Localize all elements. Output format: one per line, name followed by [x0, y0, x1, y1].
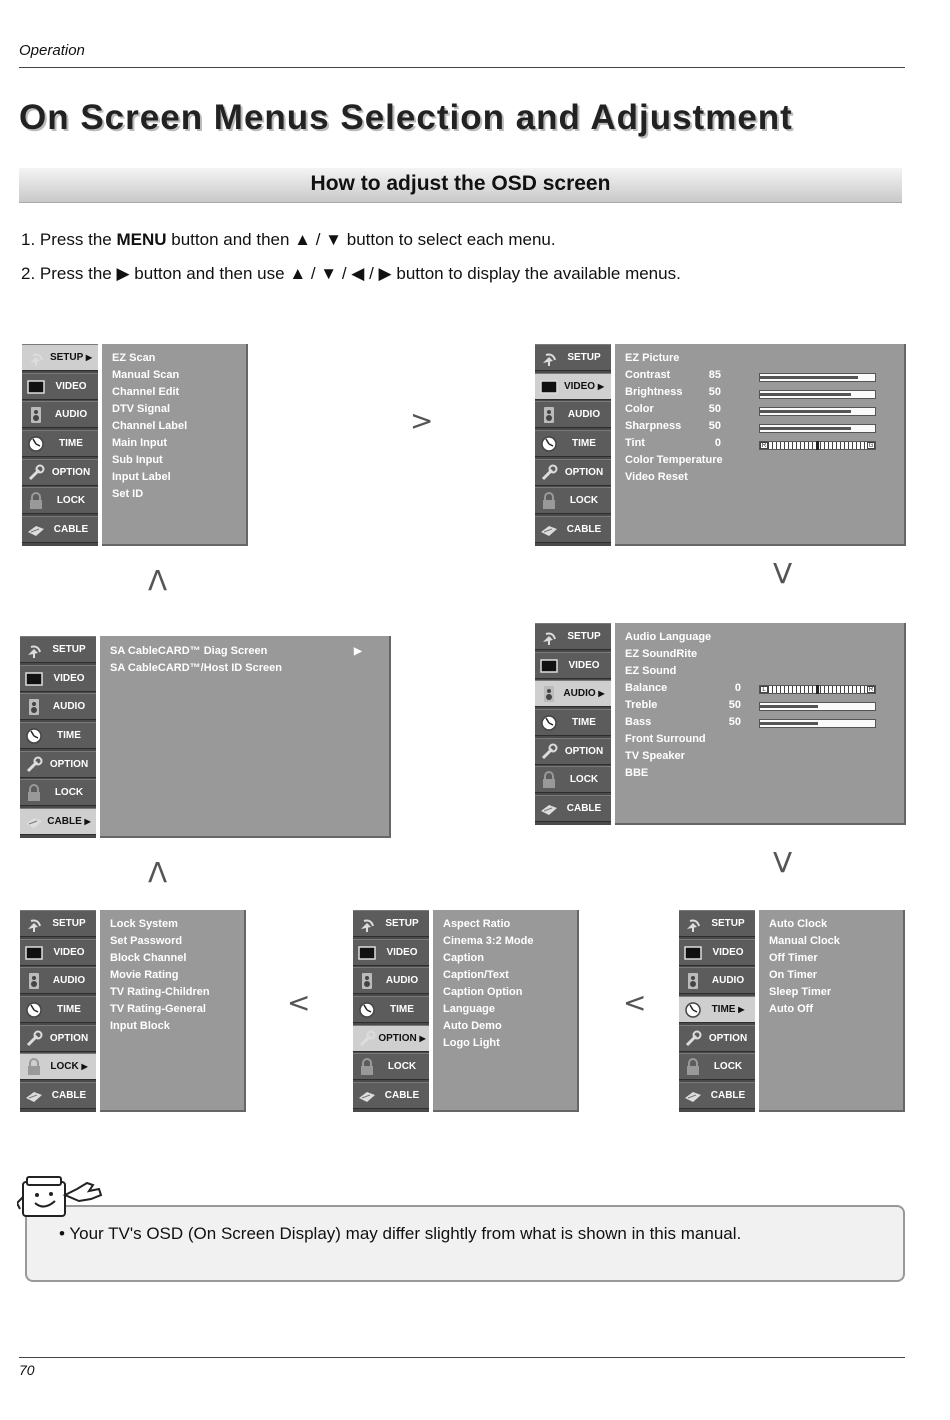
contrast-slider[interactable]	[759, 373, 876, 382]
balance-center-marker	[816, 685, 819, 694]
sidebar-item-audio[interactable]	[20, 967, 96, 994]
sidebar-item-label: SETUP	[567, 631, 601, 642]
page-title: On Screen Menus Selection and Adjustment	[19, 98, 793, 137]
flow-arrow-left-icon: <	[623, 986, 647, 1019]
osd-sidebar	[22, 344, 98, 546]
osd-audio-panel	[615, 623, 906, 825]
selected-arrow-icon: ▶	[84, 817, 91, 827]
sidebar-item-label: VIDEO	[53, 946, 85, 958]
menu-item[interactable]: Lock System	[110, 918, 178, 930]
sidebar-item-time[interactable]	[353, 996, 429, 1023]
sidebar-item-label: SETUP	[567, 352, 601, 363]
menu-item[interactable]: Caption	[443, 952, 484, 964]
osd-time-panel	[759, 910, 905, 1112]
selected-arrow-icon: ▶	[738, 1005, 745, 1015]
sidebar-item-audio[interactable]	[20, 693, 96, 720]
treble-slider[interactable]	[759, 702, 876, 711]
tv-screen-icon	[27, 378, 45, 396]
osd-audio-screen	[535, 623, 906, 825]
sidebar-item-option[interactable]	[20, 1025, 96, 1052]
menu-item[interactable]: Front Surround	[625, 733, 706, 745]
sidebar-item-label: TIME	[59, 438, 83, 450]
osd-setup-screen	[22, 344, 248, 546]
sidebar-item-label: OPTION	[564, 466, 604, 478]
menu-item[interactable]: Sharpness	[625, 420, 682, 432]
sidebar-item-label: LOCK ▶	[50, 1061, 88, 1073]
menu-item[interactable]: Balance	[625, 682, 668, 694]
menu-item[interactable]: Bass	[625, 716, 652, 728]
menu-item[interactable]: DTV Signal	[112, 403, 171, 415]
sidebar-item-label: LOCK	[54, 787, 84, 799]
bass-slider[interactable]	[759, 719, 876, 728]
selected-arrow-icon: ▶	[81, 1062, 88, 1072]
sidebar-item-lock[interactable]	[20, 779, 96, 806]
sidebar-item-label: TIME	[57, 730, 81, 742]
sidebar-item-video[interactable]	[20, 665, 96, 692]
osd-sidebar	[679, 910, 755, 1112]
satellite-dish-icon	[27, 349, 45, 367]
menu-item[interactable]: Channel Label	[112, 420, 188, 432]
menu-item[interactable]: Aspect Ratio	[443, 918, 511, 930]
sidebar-item-video[interactable]	[535, 652, 611, 679]
tv-screen-icon	[358, 944, 376, 962]
padlock-icon	[25, 784, 43, 802]
osd-sidebar	[20, 910, 96, 1112]
sidebar-item-label: OPTION ▶	[378, 1032, 426, 1044]
step-1: 1. Press the MENU button and then ▲ / ▼ button to select each menu.	[21, 230, 556, 249]
menu-item[interactable]: Color Temperature	[625, 454, 723, 466]
flow-arrow-right-icon: >	[410, 404, 434, 437]
sidebar-item-label: CABLE	[710, 1090, 746, 1102]
speaker-icon	[540, 685, 558, 703]
sidebar-item-setup[interactable]	[353, 910, 429, 937]
menu-item[interactable]: Language	[443, 1003, 495, 1015]
sidebar-item-option[interactable]	[20, 751, 96, 778]
satellite-dish-icon	[540, 628, 558, 646]
menu-item[interactable]: Main Input	[112, 437, 167, 449]
sidebar-item-label: VIDEO	[712, 946, 744, 958]
brightness-slider[interactable]	[759, 390, 876, 399]
menu-item[interactable]: EZ Picture	[625, 352, 680, 364]
osd-sidebar	[535, 623, 611, 825]
tint-slider[interactable]	[759, 441, 876, 450]
sidebar-item-label: TIME	[57, 1004, 81, 1016]
wrench-icon	[27, 464, 45, 482]
sidebar-item-cable[interactable]	[679, 1082, 755, 1109]
sidebar-item-cable[interactable]	[353, 1082, 429, 1109]
satellite-dish-icon	[684, 915, 702, 933]
satellite-dish-icon	[358, 915, 376, 933]
menu-item[interactable]: Block Channel	[110, 952, 187, 964]
clock-icon	[358, 1001, 376, 1019]
tint-value: 0	[714, 437, 721, 449]
subheading-bar: How to adjust the OSD screen	[19, 168, 902, 203]
note-box	[25, 1205, 905, 1282]
sidebar-item-option[interactable]	[679, 1025, 755, 1052]
menu-item[interactable]: Movie Rating	[110, 969, 179, 981]
menu-item[interactable]: Manual Scan	[112, 369, 180, 381]
clock-icon	[540, 435, 558, 453]
step-2: 2. Press the ▶ button and then use ▲ / ▼ / ◀ / ▶ button to display the available menus.	[21, 264, 681, 283]
osd-time-screen	[679, 910, 905, 1112]
cable-card-icon	[540, 521, 558, 539]
sidebar-item-time[interactable]	[22, 430, 98, 457]
sidebar-item-audio[interactable]	[535, 680, 611, 707]
sidebar-item-label: LOCK	[713, 1061, 743, 1073]
menu-item[interactable]: Off Timer	[769, 952, 818, 964]
sidebar-item-audio[interactable]	[535, 401, 611, 428]
sidebar-item-label: LOCK	[56, 495, 86, 507]
speaker-icon	[684, 972, 702, 990]
selected-arrow-icon: ▶	[598, 689, 605, 699]
cable-card-icon	[25, 813, 43, 831]
menu-item[interactable]: Cinema 3:2 Mode	[443, 935, 534, 947]
wrench-icon	[25, 756, 43, 774]
osd-cable-panel	[100, 636, 391, 838]
sharpness-slider[interactable]	[759, 424, 876, 433]
menu-item[interactable]: Set Password	[110, 935, 183, 947]
bass-value: 50	[728, 716, 741, 728]
sidebar-item-video[interactable]	[20, 939, 96, 966]
sidebar-item-label: CABLE	[384, 1090, 420, 1102]
sidebar-item-video[interactable]	[535, 373, 611, 400]
padlock-icon	[684, 1058, 702, 1076]
flow-arrow-left-icon: <	[287, 986, 311, 1019]
sidebar-item-lock[interactable]	[535, 487, 611, 514]
padlock-icon	[540, 492, 558, 510]
sidebar-item-label: LOCK	[569, 774, 599, 786]
sidebar-item-video[interactable]	[22, 373, 98, 400]
tint-right-end: G	[868, 443, 874, 449]
up-down-arrows-icon: ▲ / ▼	[294, 230, 342, 249]
sidebar-item-label: AUDIO ▶	[563, 688, 605, 700]
sidebar-item-video[interactable]	[679, 939, 755, 966]
treble-value: 50	[728, 699, 741, 711]
menu-item[interactable]: Video Reset	[625, 471, 688, 483]
sidebar-item-label: LOCK	[387, 1061, 417, 1073]
sidebar-item-lock[interactable]	[20, 1053, 96, 1080]
wrench-icon	[684, 1030, 702, 1048]
speaker-icon	[358, 972, 376, 990]
sidebar-item-time[interactable]	[535, 709, 611, 736]
sidebar-item-label: TIME	[572, 717, 596, 729]
menu-item[interactable]: Caption/Text	[443, 969, 509, 981]
right-arrow-icon: ▶	[116, 264, 130, 283]
menu-item[interactable]: Color	[625, 403, 654, 415]
clock-icon	[25, 1001, 43, 1019]
balance-value: 0	[734, 682, 741, 694]
flow-arrow-down-icon: V	[773, 557, 793, 590]
menu-key-label: MENU	[116, 230, 167, 249]
menu-item[interactable]: Logo Light	[443, 1037, 500, 1049]
flow-arrow-down-icon: V	[773, 846, 793, 879]
sidebar-item-label: LOCK	[569, 495, 599, 507]
cable-card-icon	[684, 1087, 702, 1105]
osd-lock-screen	[20, 910, 246, 1112]
menu-item[interactable]: Input Label	[112, 471, 171, 483]
osd-sidebar	[535, 344, 611, 546]
sidebar-item-label: CABLE ▶	[47, 816, 91, 828]
menu-item[interactable]: Brightness	[625, 386, 683, 398]
menu-item[interactable]: Audio Language	[625, 631, 712, 643]
sidebar-item-lock[interactable]	[679, 1053, 755, 1080]
satellite-dish-icon	[25, 641, 43, 659]
brightness-value: 50	[708, 386, 721, 398]
sidebar-item-cable[interactable]	[535, 795, 611, 822]
sidebar-item-label: SETUP	[385, 918, 419, 929]
osd-video-panel	[615, 344, 906, 546]
satellite-dish-icon	[25, 915, 43, 933]
sidebar-item-label: TIME ▶	[711, 1004, 745, 1016]
menu-item[interactable]: SA CableCARD™ Diag Screen	[110, 645, 268, 657]
menu-item[interactable]: Channel Edit	[112, 386, 180, 398]
menu-item[interactable]: Treble	[625, 699, 658, 711]
section-label: Operation	[19, 42, 85, 59]
tv-screen-icon	[540, 378, 558, 396]
sidebar-item-label: CABLE	[53, 524, 89, 536]
sidebar-item-label: VIDEO	[568, 659, 600, 671]
sidebar-item-label: SETUP ▶	[49, 352, 93, 363]
flow-arrow-up-icon: Λ	[148, 856, 168, 889]
cable-card-icon	[358, 1087, 376, 1105]
menu-item[interactable]: Manual Clock	[769, 935, 840, 947]
menu-item[interactable]: TV Rating-Children	[110, 986, 210, 998]
wrench-icon	[540, 464, 558, 482]
tv-screen-icon	[25, 670, 43, 688]
sidebar-item-label: AUDIO	[52, 975, 86, 987]
four-arrows-icon: ▲ / ▼ / ◀ / ▶	[289, 264, 392, 283]
sidebar-item-lock[interactable]	[22, 487, 98, 514]
sidebar-item-label: OPTION	[708, 1032, 748, 1044]
padlock-icon	[27, 492, 45, 510]
padlock-icon	[540, 771, 558, 789]
header-rule	[19, 67, 905, 68]
sidebar-item-cable[interactable]	[535, 516, 611, 543]
cable-card-icon	[27, 521, 45, 539]
menu-item[interactable]: Contrast	[625, 369, 671, 381]
sidebar-item-lock[interactable]	[353, 1053, 429, 1080]
flow-arrow-up-icon: Λ	[148, 564, 168, 597]
sidebar-item-label: SETUP	[52, 644, 86, 655]
sidebar-item-setup[interactable]	[535, 623, 611, 650]
osd-option-panel	[433, 910, 579, 1112]
selected-arrow-icon: ▶	[419, 1033, 426, 1043]
sidebar-item-label: TIME	[390, 1004, 414, 1016]
clock-icon	[684, 1001, 702, 1019]
sidebar-item-label: OPTION	[564, 745, 604, 757]
note-cartoon-icon	[17, 1173, 103, 1221]
sidebar-item-setup[interactable]	[22, 344, 98, 371]
wrench-icon	[540, 743, 558, 761]
sidebar-item-label: SETUP	[711, 918, 745, 929]
cable-card-icon	[540, 800, 558, 818]
clock-icon	[540, 714, 558, 732]
menu-item[interactable]: Auto Off	[769, 1003, 813, 1015]
sidebar-item-label: VIDEO	[53, 672, 85, 684]
tv-screen-icon	[684, 944, 702, 962]
sidebar-item-option[interactable]	[353, 1025, 429, 1052]
osd-video-screen	[535, 344, 906, 546]
color-slider[interactable]	[759, 407, 876, 416]
sidebar-item-label: VIDEO	[55, 380, 87, 392]
sidebar-item-option[interactable]	[22, 459, 98, 486]
menu-item[interactable]: TV Rating-General	[110, 1003, 206, 1015]
sidebar-item-cable[interactable]	[20, 808, 96, 835]
sidebar-item-setup[interactable]	[20, 636, 96, 663]
sidebar-item-audio[interactable]	[679, 967, 755, 994]
osd-sidebar	[353, 910, 429, 1112]
menu-item[interactable]: EZ SoundRite	[625, 648, 698, 660]
balance-left-end: L	[760, 686, 768, 693]
sidebar-item-label: OPTION	[51, 466, 91, 478]
sidebar-item-option[interactable]	[535, 459, 611, 486]
speaker-icon	[27, 406, 45, 424]
sidebar-item-lock[interactable]	[535, 766, 611, 793]
tint-center-marker	[816, 441, 819, 450]
selected-arrow-icon: ▶	[597, 381, 605, 391]
sidebar-item-label: CABLE	[566, 524, 602, 536]
satellite-dish-icon	[540, 349, 558, 367]
sidebar-item-audio[interactable]	[353, 967, 429, 994]
menu-item[interactable]: Set ID	[112, 488, 144, 500]
sidebar-item-setup[interactable]	[20, 910, 96, 937]
page-number: 70	[19, 1362, 35, 1378]
menu-item[interactable]: BBE	[625, 767, 649, 779]
sidebar-item-label: OPTION	[49, 1032, 89, 1044]
sidebar-item-cable[interactable]	[22, 516, 98, 543]
menu-item[interactable]: EZ Scan	[112, 352, 156, 364]
menu-item[interactable]: Sleep Timer	[769, 986, 832, 998]
wrench-icon	[25, 1030, 43, 1048]
menu-item[interactable]: SA CableCARD™/Host ID Screen	[110, 662, 282, 674]
submenu-arrow-icon: ▶	[354, 646, 362, 657]
sidebar-item-label: SETUP	[52, 918, 86, 929]
menu-item[interactable]: Auto Clock	[769, 918, 828, 930]
menu-item[interactable]: EZ Sound	[625, 665, 677, 677]
padlock-icon	[25, 1058, 43, 1076]
sidebar-item-label: AUDIO	[52, 701, 86, 713]
sidebar-item-setup[interactable]	[535, 344, 611, 371]
menu-item[interactable]: Input Block	[110, 1020, 170, 1032]
sidebar-item-audio[interactable]	[22, 401, 98, 428]
sidebar-item-label: CABLE	[51, 1090, 87, 1102]
footer-rule	[19, 1357, 905, 1358]
clock-icon	[25, 727, 43, 745]
tv-screen-icon	[25, 944, 43, 962]
balance-right-end: R	[868, 687, 874, 693]
sidebar-item-time[interactable]	[679, 996, 755, 1023]
speaker-icon	[25, 698, 43, 716]
padlock-icon	[358, 1058, 376, 1076]
osd-option-screen	[353, 910, 579, 1112]
menu-item[interactable]: Sub Input	[112, 454, 163, 466]
sidebar-item-setup[interactable]	[679, 910, 755, 937]
osd-cable-screen	[20, 636, 391, 838]
sidebar-item-label: AUDIO	[567, 409, 601, 421]
osd-lock-panel	[100, 910, 246, 1112]
sidebar-item-time[interactable]	[20, 722, 96, 749]
sidebar-item-label: TIME	[572, 438, 596, 450]
sidebar-item-label: AUDIO	[385, 975, 419, 987]
sidebar-item-label: AUDIO	[711, 975, 745, 987]
color-value: 50	[708, 403, 721, 415]
sidebar-item-label: CABLE	[566, 803, 602, 815]
menu-item[interactable]: TV Speaker	[625, 750, 685, 762]
menu-item[interactable]: Tint	[625, 437, 645, 449]
sidebar-item-label: VIDEO	[386, 946, 418, 958]
sharpness-value: 50	[708, 420, 721, 432]
tint-left-end: R	[761, 443, 767, 449]
sidebar-item-time[interactable]	[20, 996, 96, 1023]
wrench-icon	[358, 1030, 376, 1048]
menu-item[interactable]: Caption Option	[443, 986, 523, 998]
clock-icon	[27, 435, 45, 453]
cable-card-icon	[25, 1087, 43, 1105]
selected-arrow-icon: ▶	[85, 353, 93, 362]
contrast-value: 85	[708, 369, 721, 381]
speaker-icon	[540, 406, 558, 424]
balance-slider[interactable]	[759, 685, 876, 694]
sidebar-item-video[interactable]	[353, 939, 429, 966]
osd-sidebar	[20, 636, 96, 838]
menu-item[interactable]: On Timer	[769, 969, 818, 981]
sidebar-item-label: OPTION	[49, 758, 89, 770]
sidebar-item-cable[interactable]	[20, 1082, 96, 1109]
menu-item[interactable]: Auto Demo	[443, 1020, 502, 1032]
note-text: • Your TV's OSD (On Screen Display) may differ slightly from what is shown in this manual.	[59, 1224, 742, 1243]
speaker-icon	[25, 972, 43, 990]
sidebar-item-time[interactable]	[535, 430, 611, 457]
sidebar-item-label: AUDIO	[54, 409, 88, 421]
tv-screen-icon	[540, 657, 558, 675]
osd-setup-panel	[102, 344, 248, 546]
sidebar-item-option[interactable]	[535, 738, 611, 765]
sidebar-item-label: VIDEO ▶	[563, 380, 605, 392]
